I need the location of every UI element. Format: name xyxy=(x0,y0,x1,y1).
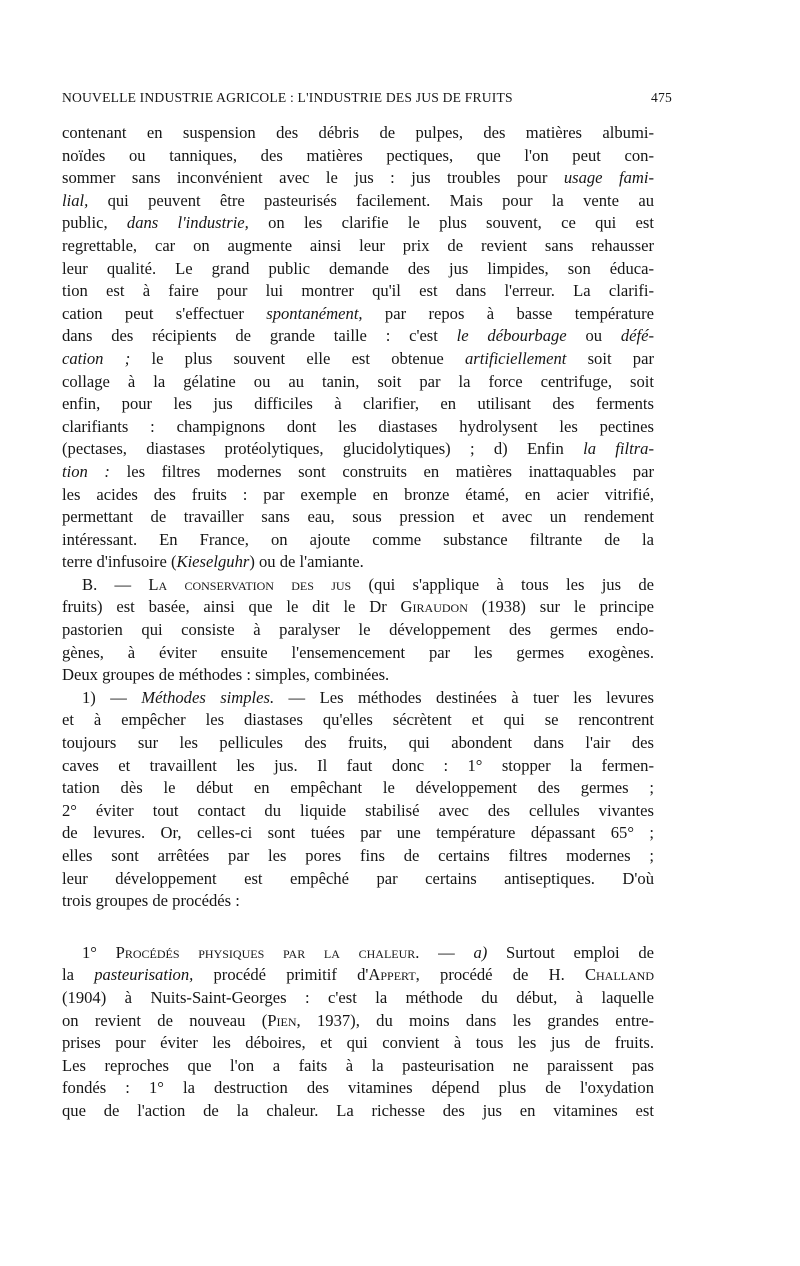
running-title: NOUVELLE INDUSTRIE AGRICOLE : L'INDUSTRIE DES JUS DE FRUITS xyxy=(62,90,513,105)
text-line xyxy=(62,438,654,461)
italic-run: la filtra- xyxy=(583,439,654,459)
text-line xyxy=(62,212,654,235)
text-run: — xyxy=(419,942,474,962)
text-line xyxy=(62,461,654,484)
paragraph-gap xyxy=(62,913,654,942)
text-run: noïdes ou tanniques, des matières pectiques, que l'on peut con- xyxy=(62,145,654,165)
text-run: pastorien qui consiste à paralyser le développement des germes endo- xyxy=(62,620,654,640)
text-line xyxy=(62,619,654,642)
body-text xyxy=(62,122,654,1123)
text-run: fruits) est basée, ainsi que le dit le Dr xyxy=(62,597,401,617)
text-run: — Les méthodes destinées à tuer les levures xyxy=(274,687,654,707)
text-line xyxy=(62,574,654,597)
text-line xyxy=(62,167,654,190)
text-line xyxy=(62,777,654,800)
text-run: que de l'action de la chaleur. La richesse des jus en vitamines est xyxy=(62,1100,654,1120)
text-run: caves et travaillent les jus. Il faut donc : 1° stopper la fermen- xyxy=(62,755,654,775)
text-line xyxy=(62,1100,654,1123)
text-line xyxy=(62,1010,654,1033)
text-run: (qui s'applique à tous les jus de xyxy=(351,574,654,594)
text-run: , 1937), du moins dans les grandes entre- xyxy=(296,1010,654,1030)
text-line xyxy=(62,642,654,665)
text-run: collage à la gélatine ou au tanin, soit par la force centrifuge, soit xyxy=(62,371,654,391)
text-run: et à empêcher les diastases qu'elles sécrètent et qui se rencontrent xyxy=(62,710,654,730)
small-caps-run: La conservation des jus xyxy=(148,574,352,594)
text-line xyxy=(62,890,654,913)
text-run: la xyxy=(62,965,95,985)
text-run: regrettable, car on augmente ainsi leur prix de revient sans rehausser xyxy=(62,235,654,255)
text-line xyxy=(62,800,654,823)
italic-run: spontanément, xyxy=(266,303,363,323)
italic-run: dans l'industrie, xyxy=(126,213,249,233)
text-run: contenant en suspension des débris de pulpes, des matières albumi- xyxy=(62,123,654,142)
text-run: permettant de travailler sans eau, sous pression et avec un rendement xyxy=(62,507,654,527)
text-run: on les clarifie le plus souvent, ce qui est xyxy=(248,213,654,233)
text-line xyxy=(62,506,654,529)
text-line xyxy=(62,235,654,258)
text-line xyxy=(62,348,654,371)
small-caps-run: Giraudon xyxy=(400,597,468,617)
text-run: le plus souvent elle est obtenue xyxy=(130,348,465,368)
text-run: Les reproches que l'on a faits à la pasteurisation ne paraissent pas xyxy=(62,1055,654,1075)
text-line xyxy=(62,845,654,868)
italic-run: le débourbage xyxy=(456,326,567,346)
text-run: les filtres modernes sont construits en matières inattaquables par xyxy=(109,461,654,481)
italic-run: cation ; xyxy=(62,348,131,368)
text-run: leur qualité. Le grand public demande des jus limpides, son éduca- xyxy=(62,258,654,278)
italic-run: a) xyxy=(473,942,488,962)
small-caps-run: Challand xyxy=(584,965,654,985)
italic-run: tion : xyxy=(62,461,110,481)
text-run: Deux groupes de méthodes : simples, combinées. xyxy=(62,665,390,685)
text-run: ou xyxy=(566,326,621,346)
italic-run: lial, xyxy=(62,190,89,210)
page-number: 475 xyxy=(651,90,672,105)
text-run: elles sont arrêtées par les pores fins de certains filtres modernes ; xyxy=(62,846,654,865)
text-line xyxy=(62,393,654,416)
text-line xyxy=(62,1032,654,1055)
text-line xyxy=(62,122,654,145)
text-run: gènes, à éviter ensuite l'ensemencement par les germes exogènes. xyxy=(62,642,654,662)
text-run: ) ou de l'amiante. xyxy=(249,552,364,572)
text-run: public, xyxy=(62,213,127,233)
text-run: soit par xyxy=(566,348,654,368)
text-line xyxy=(62,987,654,1010)
text-run: (pectases, diastases protéolytiques, glucidolytiques) ; d) Enfin xyxy=(62,439,584,459)
text-run: tion est à faire pour lui montrer qu'il est dans l'erreur. La clarifi- xyxy=(62,281,654,301)
text-run: par repos à basse température xyxy=(362,303,654,323)
text-line xyxy=(62,551,654,574)
text-run: enfin, pour les jus difficiles à clarifier, en utilisant des ferments xyxy=(62,394,654,414)
text-run: trois groupes de procédés : xyxy=(62,891,240,911)
text-line xyxy=(62,687,654,710)
text-run: les acides des fruits : par exemple en bronze étamé, en acier vitrifié, xyxy=(62,484,654,504)
text-line xyxy=(62,822,654,845)
text-run: clarifiants : champignons dont les diastases hydrolysent les pectines xyxy=(62,416,654,436)
text-run: leur développement est empêché par certains antiseptiques. D'où xyxy=(62,868,654,888)
italic-run: défé- xyxy=(620,326,655,346)
text-run: on revient de nouveau ( xyxy=(62,1010,268,1030)
text-run: B. — xyxy=(82,574,149,594)
text-line xyxy=(62,755,654,778)
text-line xyxy=(62,942,654,965)
text-run: sommer sans inconvénient avec le jus : jus troubles pour xyxy=(62,168,564,188)
text-run: Surtout emploi de xyxy=(487,942,655,962)
text-line xyxy=(62,596,654,619)
text-run: (1938) sur le principe xyxy=(467,597,654,617)
text-line xyxy=(62,416,654,439)
running-header xyxy=(62,90,672,106)
text-run: 2° éviter tout contact du liquide stabilisé avec des cellules vivantes xyxy=(62,800,654,820)
text-run: tation dès le début en empêchant le développement des germes ; xyxy=(62,778,654,798)
text-line xyxy=(62,1077,654,1100)
text-run: cation peut s'effectuer xyxy=(62,303,267,323)
text-line xyxy=(62,484,654,507)
text-line xyxy=(62,529,654,552)
text-run: qui peuvent être pasteurisés facilement. Mais pour la vente au xyxy=(88,190,654,210)
text-line xyxy=(62,303,654,326)
text-line xyxy=(62,964,654,987)
text-line xyxy=(62,190,654,213)
text-run: dans des récipients de grande taille : c'est xyxy=(62,326,457,346)
text-line xyxy=(62,664,654,687)
italic-run: Kieselguhr xyxy=(176,552,250,572)
text-run: (1904) à Nuits-Saint-Georges : c'est la méthode du début, à laquelle xyxy=(62,987,654,1007)
text-run: 1° xyxy=(82,942,116,962)
small-caps-run: Pien xyxy=(267,1010,297,1030)
italic-run: usage fami- xyxy=(563,168,655,188)
text-line xyxy=(62,258,654,281)
italic-run: Méthodes simples. xyxy=(141,687,275,707)
text-line xyxy=(62,325,654,348)
text-line xyxy=(62,732,654,755)
text-run: fondés : 1° la destruction des vitamines dépend plus de l'oxydation xyxy=(62,1078,654,1098)
text-run: toujours sur les pellicules des fruits, qui abondent dans l'air des xyxy=(62,733,654,753)
text-run: terre d'infusoire ( xyxy=(62,552,177,572)
text-line xyxy=(62,280,654,303)
text-line xyxy=(62,709,654,732)
italic-run: pasteurisation, xyxy=(94,965,194,985)
text-run: intéressant. En France, on ajoute comme substance filtrante de la xyxy=(62,529,654,549)
text-line xyxy=(62,371,654,394)
text-line xyxy=(62,1055,654,1078)
text-line xyxy=(62,868,654,891)
small-caps-run: Appert xyxy=(368,965,416,985)
text-run: , procédé de H. xyxy=(415,965,585,985)
text-line xyxy=(62,145,654,168)
italic-run: artificiellement xyxy=(464,348,567,368)
small-caps-run: Procédés physiques par la chaleur. xyxy=(115,942,420,962)
text-run: 1) — xyxy=(82,687,142,707)
text-run: procédé primitif d' xyxy=(193,965,369,985)
text-run: prises pour éviter les déboires, et qui convient à tous les jus de fruits. xyxy=(62,1033,654,1053)
text-run: de levures. Or, celles-ci sont tuées par une température dépassant 65° ; xyxy=(62,823,654,843)
